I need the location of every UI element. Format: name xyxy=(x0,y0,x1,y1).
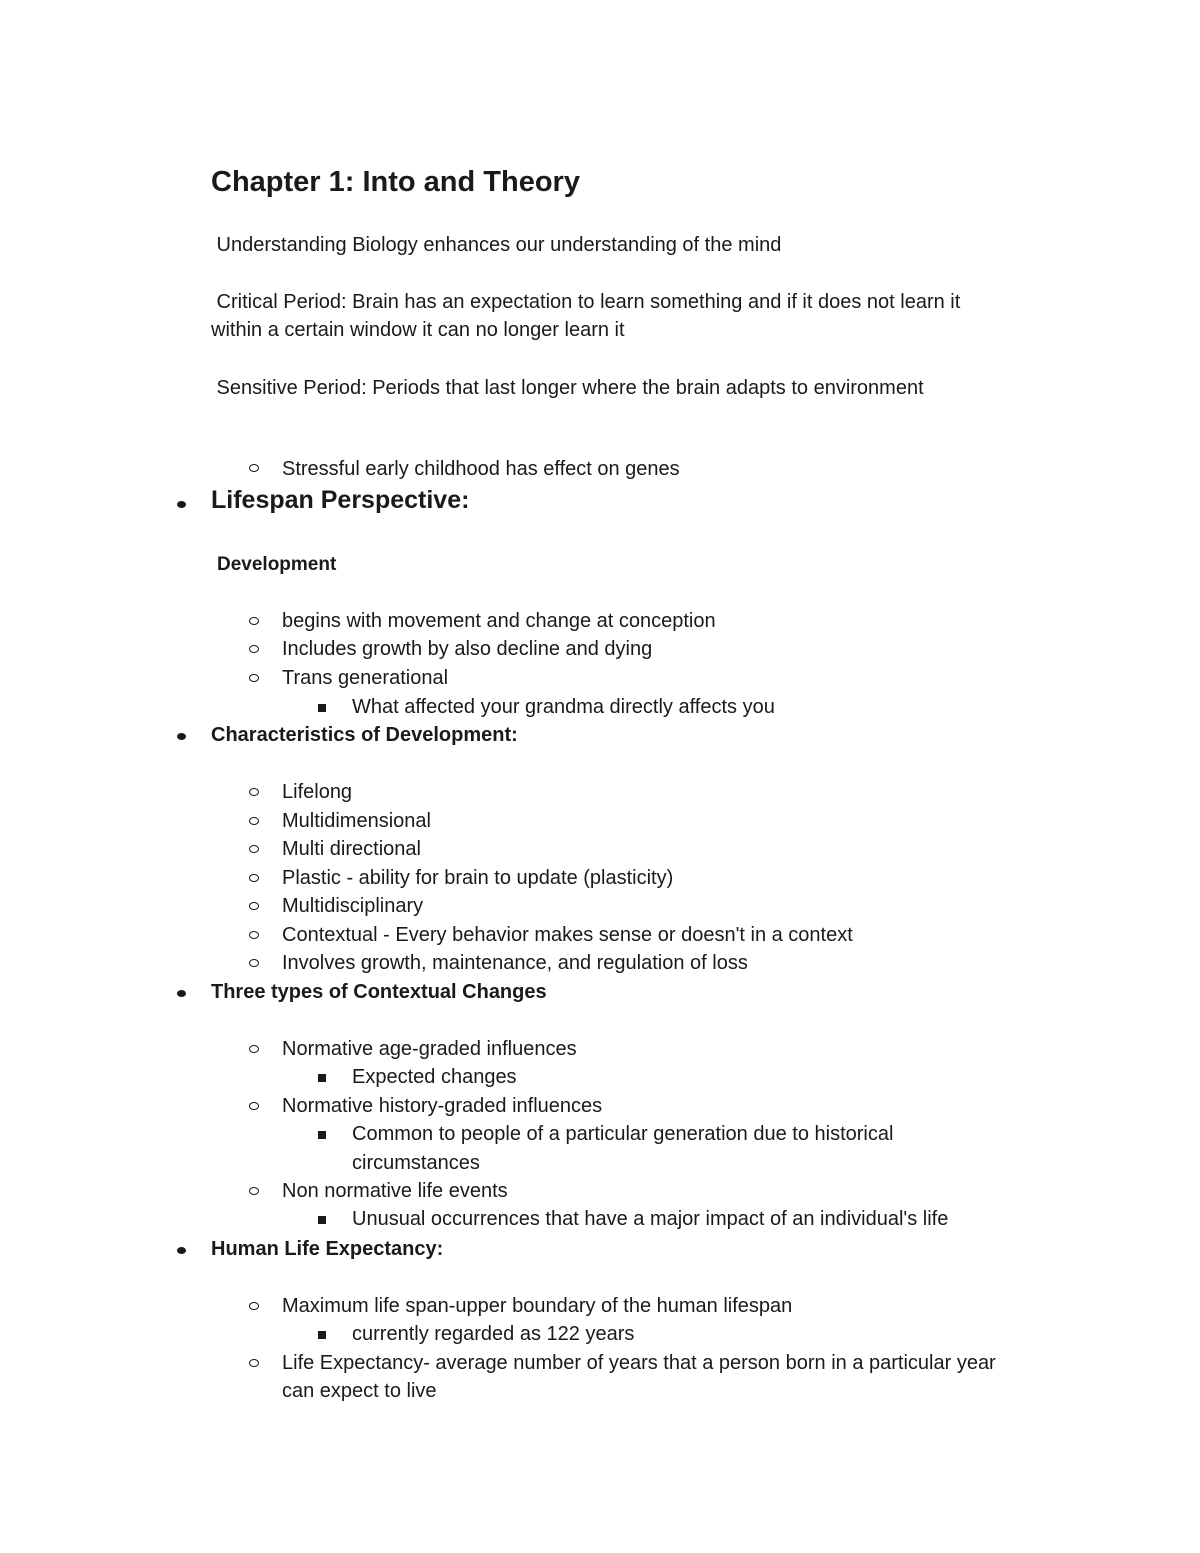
stress-bullet-text: Stressful early childhood has effect on genes xyxy=(282,458,680,480)
list-item-continuation: circumstances xyxy=(352,1152,480,1174)
critical-period-line1: Critical Period: Brain has an expectation to learn something and if it does not learn it xyxy=(211,291,961,313)
list-item: Unusual occurrences that have a major impact of an individual's life xyxy=(352,1208,949,1230)
development-label: Development xyxy=(217,554,337,575)
filled-disc-bullet-icon xyxy=(177,733,186,740)
lifespan-heading: Lifespan Perspective: xyxy=(211,486,470,514)
list-item: Life Expectancy- average number of years that a person born in a particular year xyxy=(282,1352,996,1374)
square-bullet-icon xyxy=(318,1216,326,1224)
list-item: Expected changes xyxy=(352,1066,517,1088)
square-bullet-icon xyxy=(318,1131,326,1139)
filled-disc-bullet-icon xyxy=(177,1247,186,1254)
list-item-continuation: can expect to live xyxy=(282,1380,437,1402)
hollow-circle-bullet-icon xyxy=(249,959,259,967)
list-item: Plastic - ability for brain to update (plasticity) xyxy=(282,867,674,889)
intro-text: Understanding Biology enhances our understanding of the mind xyxy=(211,234,782,256)
hollow-circle-bullet-icon xyxy=(249,817,259,825)
hollow-circle-bullet-icon xyxy=(249,674,259,682)
characteristics-heading: Characteristics of Development: xyxy=(211,724,518,746)
filled-disc-bullet-icon xyxy=(177,501,186,508)
filled-disc-bullet-icon xyxy=(177,990,186,997)
square-bullet-icon xyxy=(318,1331,326,1339)
hollow-circle-bullet-icon xyxy=(249,1359,259,1367)
hollow-circle-bullet-icon xyxy=(249,645,259,653)
hollow-circle-bullet-icon xyxy=(249,1045,259,1053)
hollow-circle-bullet-icon xyxy=(249,617,259,625)
square-bullet-icon xyxy=(318,704,326,712)
list-item: Non normative life events xyxy=(282,1180,508,1202)
hollow-circle-bullet-icon xyxy=(249,931,259,939)
square-bullet-icon xyxy=(318,1074,326,1082)
life-expectancy-heading: Human Life Expectancy: xyxy=(211,1238,444,1260)
list-item: Multidisciplinary xyxy=(282,895,424,917)
list-item: Multi directional xyxy=(282,838,421,860)
contextual-heading: Three types of Contextual Changes xyxy=(211,981,547,1003)
list-item: Normative history-graded influences xyxy=(282,1095,603,1117)
hollow-circle-bullet-icon xyxy=(249,874,259,882)
hollow-circle-bullet-icon xyxy=(249,464,259,472)
list-item: currently regarded as 122 years xyxy=(352,1323,635,1345)
sensitive-period-text: Sensitive Period: Periods that last longer where the brain adapts to environment xyxy=(211,377,924,399)
hollow-circle-bullet-icon xyxy=(249,1187,259,1195)
hollow-circle-bullet-icon xyxy=(249,1102,259,1110)
hollow-circle-bullet-icon xyxy=(249,1302,259,1310)
hollow-circle-bullet-icon xyxy=(249,845,259,853)
list-item: What affected your grandma directly affects you xyxy=(352,696,775,718)
list-item: Involves growth, maintenance, and regulation of loss xyxy=(282,952,748,974)
hollow-circle-bullet-icon xyxy=(249,788,259,796)
list-item: Trans generational xyxy=(282,667,449,689)
hollow-circle-bullet-icon xyxy=(249,902,259,910)
list-item: Multidimensional xyxy=(282,810,431,832)
list-item: begins with movement and change at conception xyxy=(282,610,716,632)
list-item: Maximum life span-upper boundary of the human lifespan xyxy=(282,1295,793,1317)
critical-period-line2: within a certain window it can no longer learn it xyxy=(211,319,625,341)
chapter-title: Chapter 1: Into and Theory xyxy=(211,166,580,198)
list-item: Lifelong xyxy=(282,781,353,803)
list-item: Includes growth by also decline and dying xyxy=(282,638,653,660)
list-item: Common to people of a particular generation due to historical xyxy=(352,1123,894,1145)
list-item: Normative age-graded influences xyxy=(282,1038,577,1060)
list-item: Contextual - Every behavior makes sense or doesn't in a context xyxy=(282,924,853,946)
